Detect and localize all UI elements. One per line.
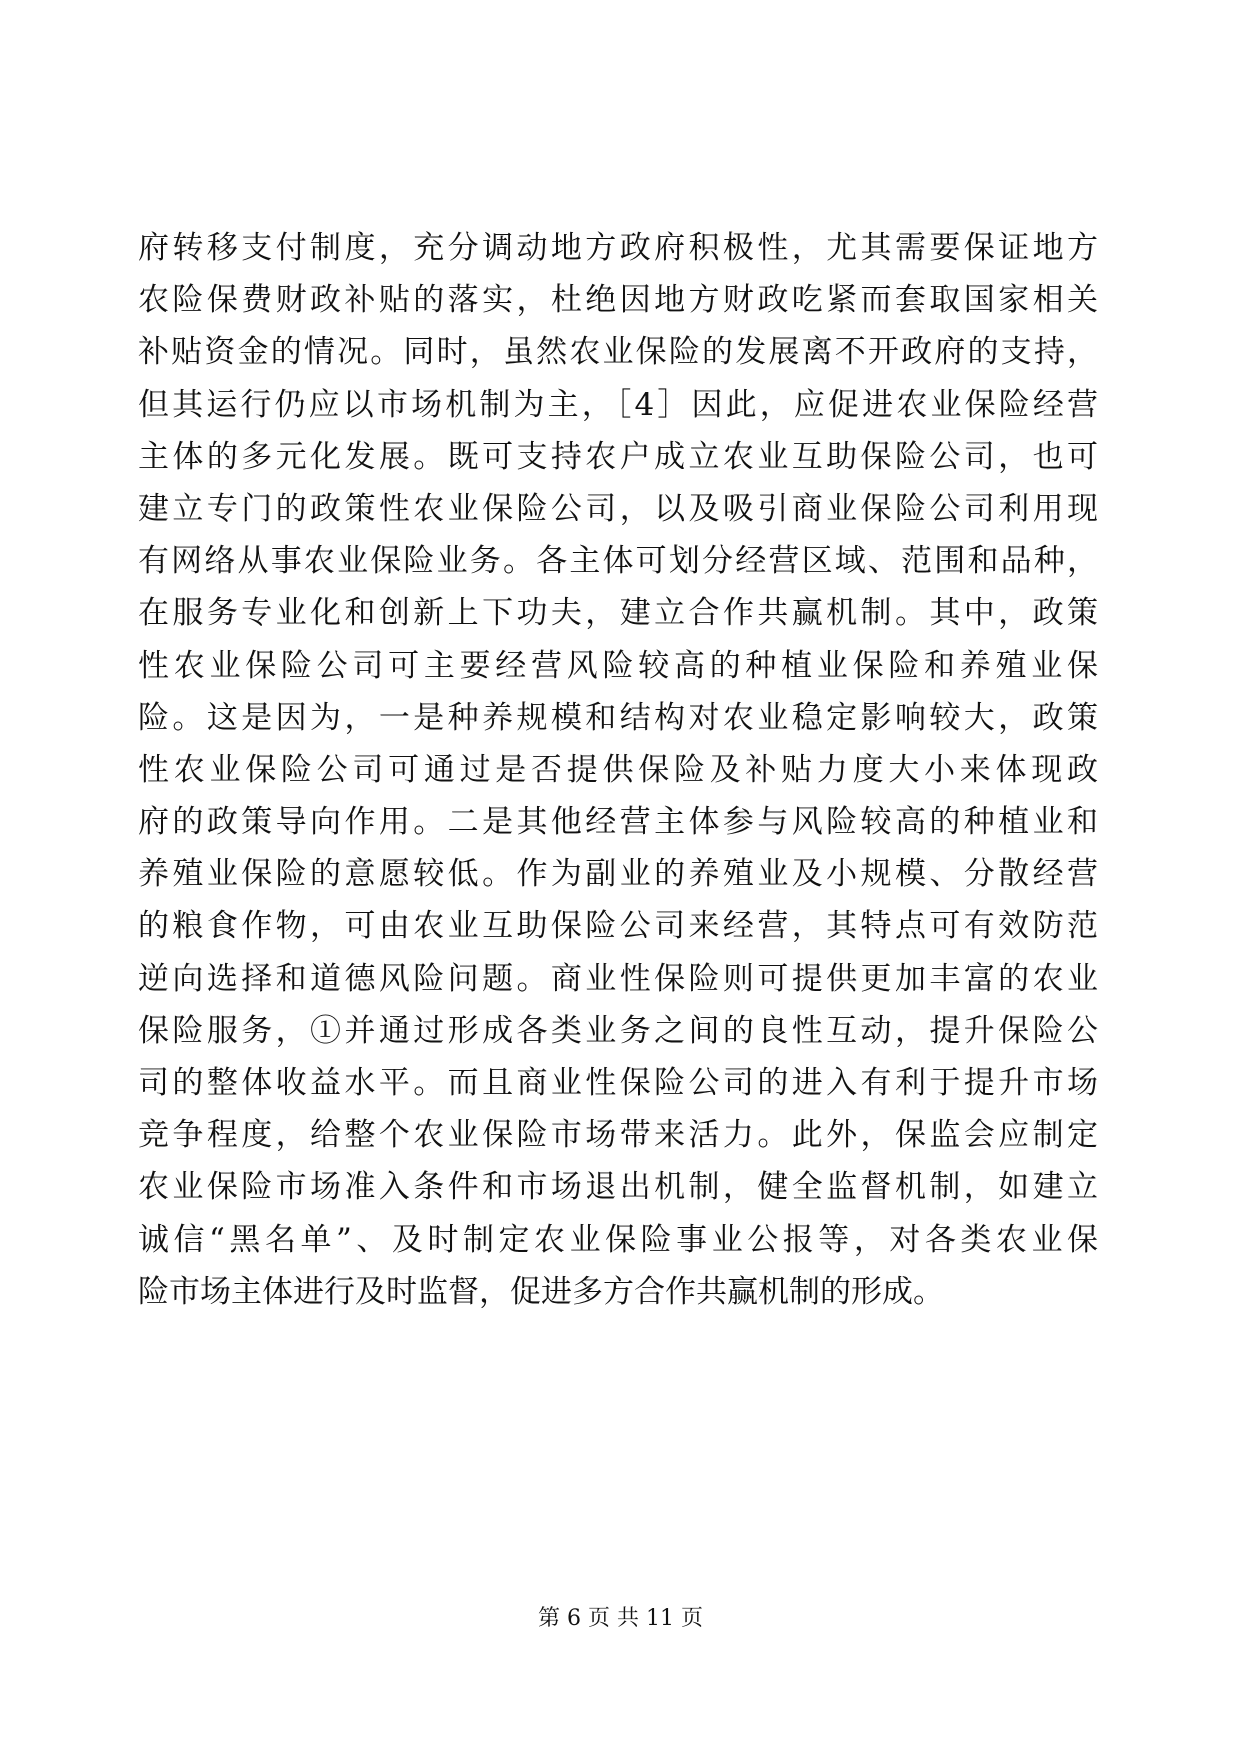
text-line: 性农业保险公司可主要经营风险较高的种植业保险和养殖业保 [138,647,1098,684]
text-line: 竞争程度，给整个农业保险市场带来活力。此外，保监会应制定 [138,1117,1098,1154]
text-line: 有网络从事农业保险业务。各主体可划分经营区域、范围和品种， [138,543,1098,580]
text-line: 府转移支付制度，充分调动地方政府积极性，尤其需要保证地方 [138,230,1098,266]
text-line: 险市场主体进行及时监督，促进多方合作共赢机制的形成。 [138,1273,944,1310]
text-line: 府的政策导向作用。二是其他经营主体参与风险较高的种植业和 [138,804,1098,841]
text-line: 司的整体收益水平。而且商业性保险公司的进入有利于提升市场 [138,1065,1098,1101]
text-line: 性农业保险公司可通过是否提供保险及补贴力度大小来体现政 [138,751,1098,788]
text-line: 主体的多元化发展。既可支持农户成立农业互助保险公司，也可 [138,438,1098,475]
text-line: 补贴资金的情况。同时，虽然农业保险的发展离不开政府的支持， [138,334,1098,371]
text-line: 的粮食作物，可由农业互助保险公司来经营，其特点可有效防范 [138,908,1098,945]
body-paragraph [138,222,1098,1318]
text-line: 但其运行仍应以市场机制为主，［4］因此，应促进农业保险经营 [138,386,1098,423]
text-line: 建立专门的政策性农业保险公司，以及吸引商业保险公司利用现 [138,490,1098,527]
text-line: 险。这是因为，一是种养规模和结构对农业稳定影响较大，政策 [138,699,1098,736]
text-line: 农业保险市场准入条件和市场退出机制，健全监督机制，如建立 [138,1169,1098,1206]
text-line: 诚信“黑名单”、及时制定农业保险事业公报等，对各类农业保 [138,1221,1098,1258]
text-line: 农险保费财政补贴的落实，杜绝因地方财政吃紧而套取国家相关 [138,282,1098,319]
text-line: 逆向选择和道德风险问题。商业性保险则可提供更加丰富的农业 [138,960,1098,997]
text-line: 在服务专业化和创新上下功夫，建立合作共赢机制。其中，政策 [138,595,1098,632]
text-line: 保险服务，①并通过形成各类业务之间的良性互动，提升保险公 [138,1012,1098,1049]
page-number-footer: 第 6 页 共 11 页 [538,1606,703,1631]
text-line: 养殖业保险的意愿较低。作为副业的养殖业及小规模、分散经营 [138,856,1098,893]
